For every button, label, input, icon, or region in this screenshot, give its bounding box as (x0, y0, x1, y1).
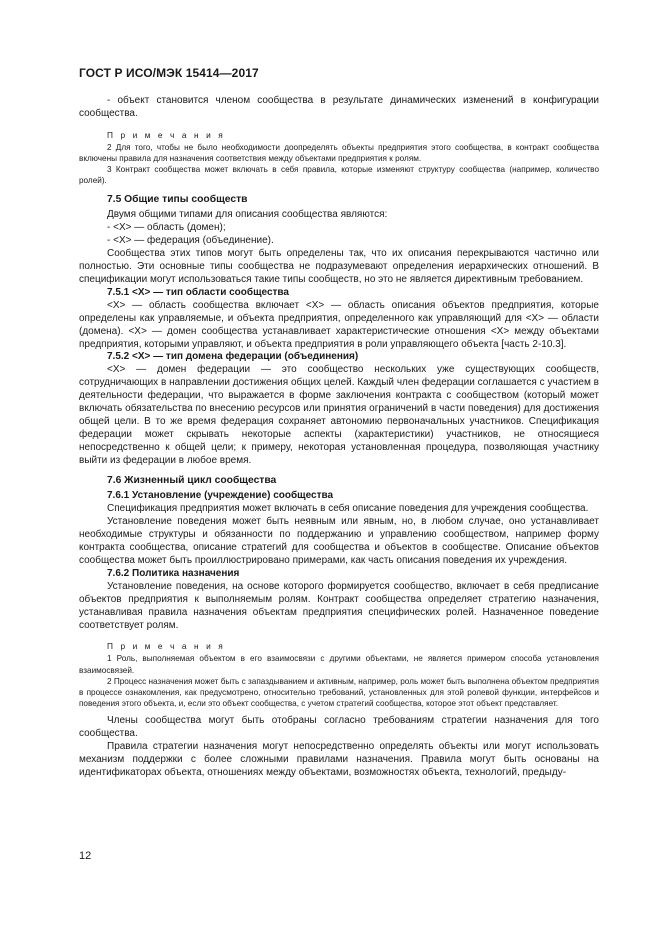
paragraph: - объект становится членом сообщества в результате динамических изменений в конфигурации сообщества. (79, 95, 599, 119)
paragraph: Сообщества этих типов могут быть определены так, что их описания перекрываются частично или полностью. Эти основные типы сообщества не подразумевают определения иерархических отношений. В спецификации могут использоваться такие типы сообществ, но это не является директивным требованием. (79, 248, 599, 285)
paragraph: Двумя общими типами для описания сообщества являются: (107, 209, 388, 221)
subsection-heading: 7.6.2 Политика назначения (107, 567, 240, 579)
note-item: 2 Для того, чтобы не было необходимости доопределять объекты предприятия этого сообщества, в контракт сообщества включены правила для назначения соответствия между объектами предприятия к ролям. (79, 142, 599, 163)
section-heading: 7.5 Общие типы сообществ (107, 193, 248, 205)
paragraph: Спецификация предприятия может включать в себя описание поведения для учреждения сообщества. (107, 503, 589, 515)
paragraph: <X> — домен федерации — это сообщество нескольких уже существующих сообществ, сотрудничающих в направлении достижения общих целей. Каждый член федерации соглашается с участием в деятельности федерации, что выражается в форме заключения контракта с сообществом (который может включать обязательства по внесению ресурсов или принятия ограничений в части поведения) для достижения общей цели. В то же время федерация сохраняет автономию первоначальных участников. Спецификация федерации может скрывать некоторые аспекты (характеристики) участников, не относящиеся непосредственно к общей цели; к примеру, некоторая установленная процедура, позволяющая участнику выйти из федерации в любое время. (79, 364, 599, 466)
subsection-heading: 7.5.2 <X> — тип домена федерации (объединения) (107, 351, 359, 363)
list-item: - <X> — федерация (объединение). (107, 235, 274, 247)
list-item: - <X> — область (домен); (107, 222, 226, 234)
note-item: 3 Контракт сообщества может включать в себя правила, которые изменяют структуру сообщества (например, количество ролей). (79, 165, 599, 186)
notes-title: П р и м е ч а н и я (107, 641, 226, 652)
paragraph: Установление поведения может быть неявным или явным, но, в любом случае, оно устанавливает необходимые структуры и обязанности по поддержанию и управлению сообществом, например форму контракта сообщества, описание стратегий для сообщества и объектов в сообществе. Описание объектов сообщества может быть проиллюстрировано примерами, как часть описания поведения их учреждения. (79, 516, 599, 566)
document-header: ГОСТ Р ИСО/МЭК 15414—2017 (79, 66, 259, 80)
note-item: 2 Процесс назначения может быть с запаздыванием и активным, например, роль может быть выполнена объектом предприятия в процессе ознакомления, как предусмотрено, относительно требований, установленных для этой ролевой функции, интерфейсов и поведения этого объекта, и, если это объект сообщества, с учетом стратегий сообщества, которое этот объект представляет. (79, 676, 599, 709)
subsection-heading: 7.6.1 Установление (учреждение) сообщества (107, 490, 334, 502)
notes-title: П р и м е ч а н и я (107, 129, 226, 140)
paragraph: Установление поведения, на основе которого формируется сообщество, включает в себя предписание объектов предприятия к выполняемым ролям. Контракт сообщества определяет стратегию назначения, устанавливая правила назначения объектам предприятия специфических ролей. Назначенное поведение соответствует ролям. (79, 580, 599, 631)
page-number: 12 (79, 850, 92, 862)
subsection-heading: 7.5.1 <X> — тип области сообщества (107, 286, 289, 298)
document-body (79, 95, 599, 780)
paragraph: <X> — область сообщества включает <X> — область описания объектов предприятия, которые определены как управляемые, и объекта предприятия, определенного как управляющий для <X> — области (домена). <X> — домен сообщества устанавливает характеристические отношения <X> между объектами предприятия, которыми управляют, и объекта предприятия в роли управляющего объекта [часть 2-10.3]. (79, 299, 599, 350)
paragraph: Правила стратегии назначения могут непосредственно определять объекты или могут использовать механизм поддержки с более сложными правилами назначения. Правила могут быть основаны на идентификаторах объекта, отношениях между объектами, возможностях объекта, технологий, предыду- (79, 741, 599, 778)
note-item: 1 Роль, выполняемая объектом в его взаимосвязи с другими объектами, не является примером способа установления взаимосвязей. (79, 654, 599, 675)
paragraph: Члены сообщества могут быть отобраны согласно требованиям стратегии назначения для того сообщества. (79, 715, 599, 740)
section-heading: 7.6 Жизненный цикл сообщества (107, 474, 277, 486)
